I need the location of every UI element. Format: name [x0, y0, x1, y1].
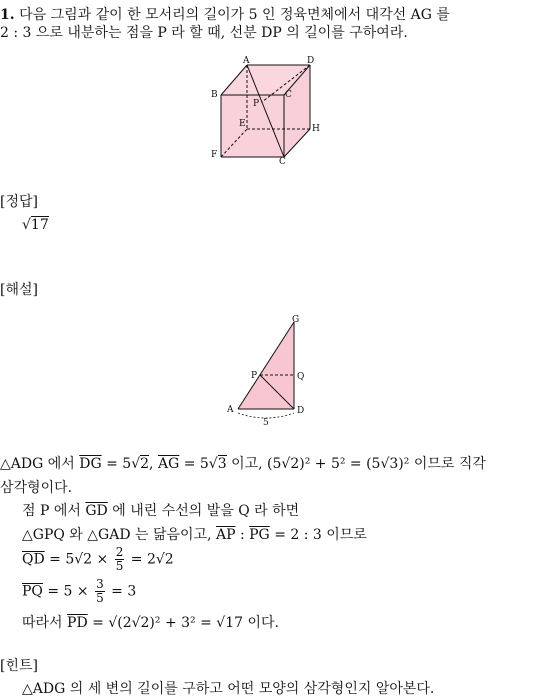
problem-text-1: 다음 그림과 같이 한 모서리의 길이가 5 인 정육면체에서 대각선 AG 를	[19, 7, 450, 23]
segment-pq: $\overline{PQ}$	[22, 583, 43, 600]
answer-value: √17	[22, 217, 49, 233]
explanation-line-5	[22, 546, 174, 573]
tri-label-q: Q	[297, 372, 305, 382]
answer-radicand: 17	[30, 217, 49, 233]
explanation-line-4	[22, 526, 367, 544]
segment-dg: $\overline{DG}$	[79, 456, 102, 472]
segment-ap: $\overline{AP}$	[215, 527, 236, 543]
tri-label-p: P	[251, 371, 258, 381]
cube-label-c-top: C	[285, 90, 292, 100]
l1-comma: ,	[149, 456, 158, 472]
hint-text: △ADG 의 세 변의 길이를 구하고 어떤 모양의 삼각형인지 알아본다.	[22, 681, 435, 697]
segment-ag: $\overline{AG}$	[157, 456, 180, 472]
explanation-line-6	[22, 578, 136, 605]
l4-mid: :	[235, 527, 250, 543]
cube-label-a: A	[243, 56, 250, 66]
l6-denominator: 5	[96, 591, 104, 605]
l3-pre: 점 P 에서	[22, 503, 86, 519]
explanation-line-2: 삼각형이다.	[0, 480, 73, 496]
explanation-line-3	[22, 502, 299, 520]
l5-a: = 5√2 ×	[44, 551, 109, 568]
fraction-three-fifths	[95, 578, 105, 605]
hint-heading: [힌트]	[0, 658, 38, 674]
segment-gd: $\overline{GD}$	[85, 503, 108, 519]
l6-a: = 5 ×	[42, 583, 89, 600]
l5-numerator: 2	[115, 545, 124, 559]
segment-pd: $\overline{PD}$	[67, 615, 88, 631]
triangle-figure	[220, 312, 320, 430]
segment-qd: $\overline{QD}$	[22, 551, 45, 568]
l1-radicand-3: 3	[217, 456, 227, 472]
tri-label-d: D	[297, 406, 305, 416]
explanation-heading: [해설]	[0, 282, 38, 298]
l4-pre: △GPQ 와 △GAD 는 닮음이고,	[22, 527, 216, 543]
cube-label-h: H	[312, 124, 320, 134]
l1-eq1: = 5	[101, 456, 132, 472]
cube-label-d: D	[307, 56, 315, 66]
l5-b: = 2√2	[126, 551, 174, 568]
l6-numerator: 3	[96, 577, 104, 591]
cube-label-g: C	[279, 157, 286, 165]
problem-number: 1.	[0, 7, 15, 23]
l1-radicand-2: 2	[140, 456, 150, 472]
tri-label-five: 5	[263, 418, 269, 428]
cube-figure	[205, 53, 330, 165]
l1-eq2: = 5	[179, 456, 209, 472]
l3-post: 에 내린 수선의 발을 Q 라 하면	[107, 503, 300, 519]
cube-label-p: P	[253, 99, 260, 109]
l1-pre: △ADG 에서	[0, 456, 80, 472]
explanation-line-7	[22, 614, 279, 632]
cube-label-e: E	[239, 119, 246, 129]
l4-post: = 2 : 3 이므로	[269, 527, 367, 543]
l1-rest: 이고, (5√2)² + 5² = (5√3)² 이므로 직각	[226, 456, 486, 472]
l7-pre: 따라서	[22, 615, 68, 631]
problem-text-2: 2 : 3 으로 내분하는 점을 P 라 할 때, 선분 DP 의 길이를 구하여라.	[0, 25, 408, 41]
cube-label-b: B	[211, 90, 218, 100]
problem-line-1	[0, 6, 450, 24]
segment-pg: $\overline{PG}$	[249, 527, 270, 543]
cube-label-f: F	[211, 150, 218, 160]
fraction-two-fifths	[115, 546, 125, 573]
answer-heading: [정답]	[0, 194, 38, 210]
tri-label-a: A	[227, 405, 234, 415]
l7-a: = √(2√2)² + 3² = √17 이다.	[87, 615, 279, 631]
tri-label-g: G	[292, 315, 300, 325]
explanation-line-1: △ADG 에서 $\overline{DG} = 5√2$, $\overline{AG} = 5√3$ 이고, (5√2)² + 5² = (5√3)² 이므로 직각	[0, 456, 486, 472]
l5-denominator: 5	[115, 559, 124, 573]
l6-b: = 3	[106, 583, 137, 600]
